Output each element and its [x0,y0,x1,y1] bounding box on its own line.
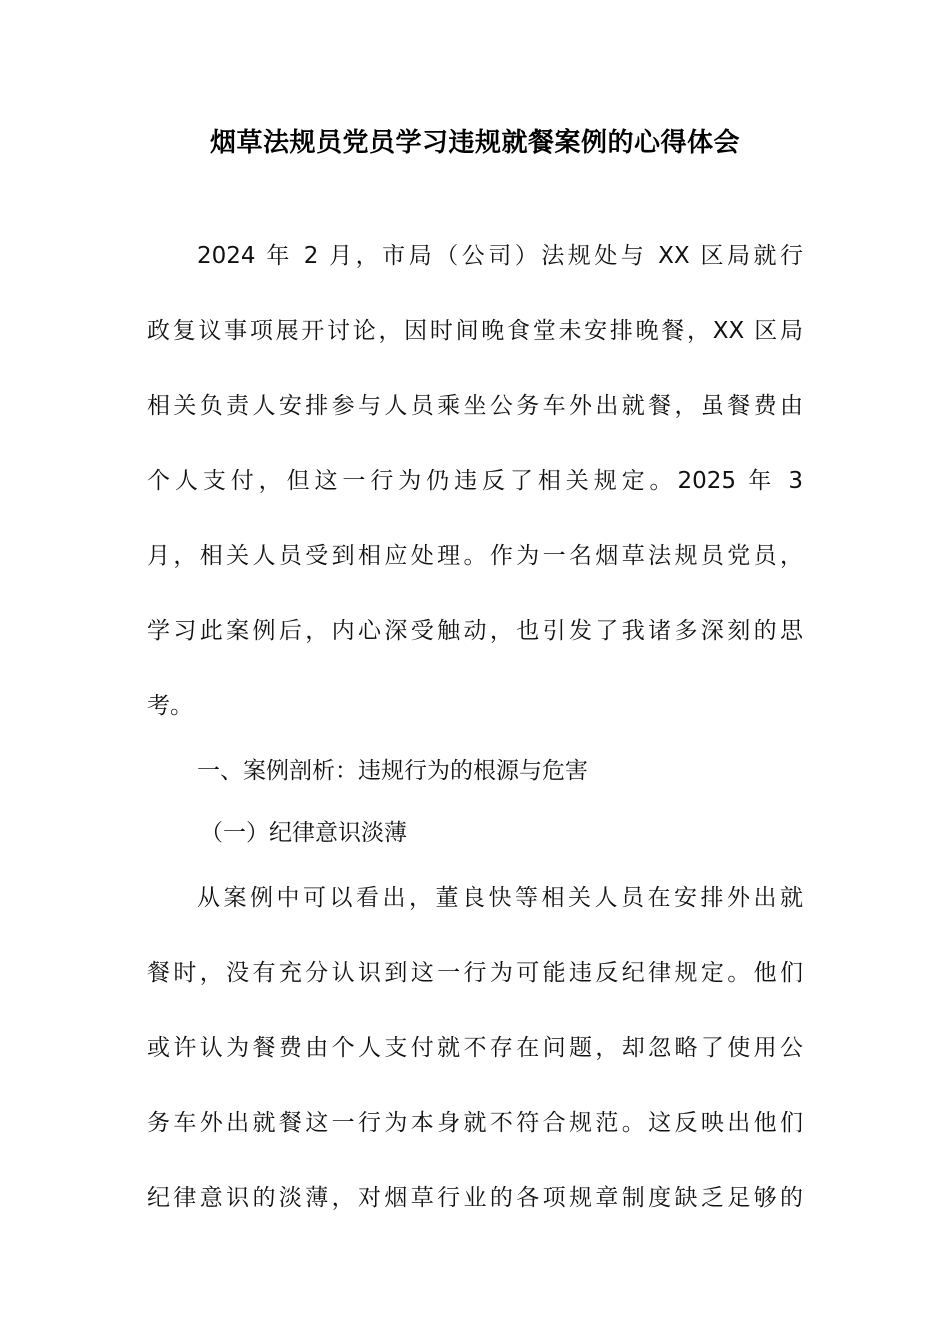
paragraph-1-line-4: 个人支付，但这一行为仍违反了相关规定。2025 年 3 [147,468,803,494]
paragraph-1-line-1: 2024 年 2 月，市局（公司）法规处与 XX 区局就行 [197,243,803,269]
paragraph-2-line-3: 或许认为餐费由个人支付就不存在问题，却忽略了使用公 [147,1035,803,1061]
paragraph-2-line-4: 务车外出就餐这一行为本身就不符合规范。这反映出他们 [147,1110,803,1136]
paragraph-1-line-6: 学习此案例后，内心深受触动，也引发了我诸多深刻的思 [147,618,803,644]
document-title: 烟草法规员党员学习违规就餐案例的心得体会 [209,128,740,158]
paragraph-2-line-2: 餐时，没有充分认识到这一行为可能违反纪律规定。他们 [147,960,803,986]
paragraph-1-line-2: 政复议事项展开讨论，因时间晚食堂未安排晚餐，XX 区局 [147,318,803,344]
subsection-heading-1: （一）纪律意识淡薄 [200,820,407,846]
paragraph-2-line-5: 纪律意识的淡薄，对烟草行业的各项规章制度缺乏足够的 [147,1185,803,1211]
paragraph-1-line-3: 相关负责人安排参与人员乘坐公务车外出就餐，虽餐费由 [147,393,803,419]
section-heading-1: 一、案例剖析：违规行为的根源与危害 [197,758,588,784]
paragraph-1-line-7: 考。 [147,693,193,719]
paragraph-2-line-1: 从案例中可以看出，董良快等相关人员在安排外出就 [197,885,803,911]
paragraph-1-line-5: 月，相关人员受到相应处理。作为一名烟草法规员党员， [147,543,803,569]
